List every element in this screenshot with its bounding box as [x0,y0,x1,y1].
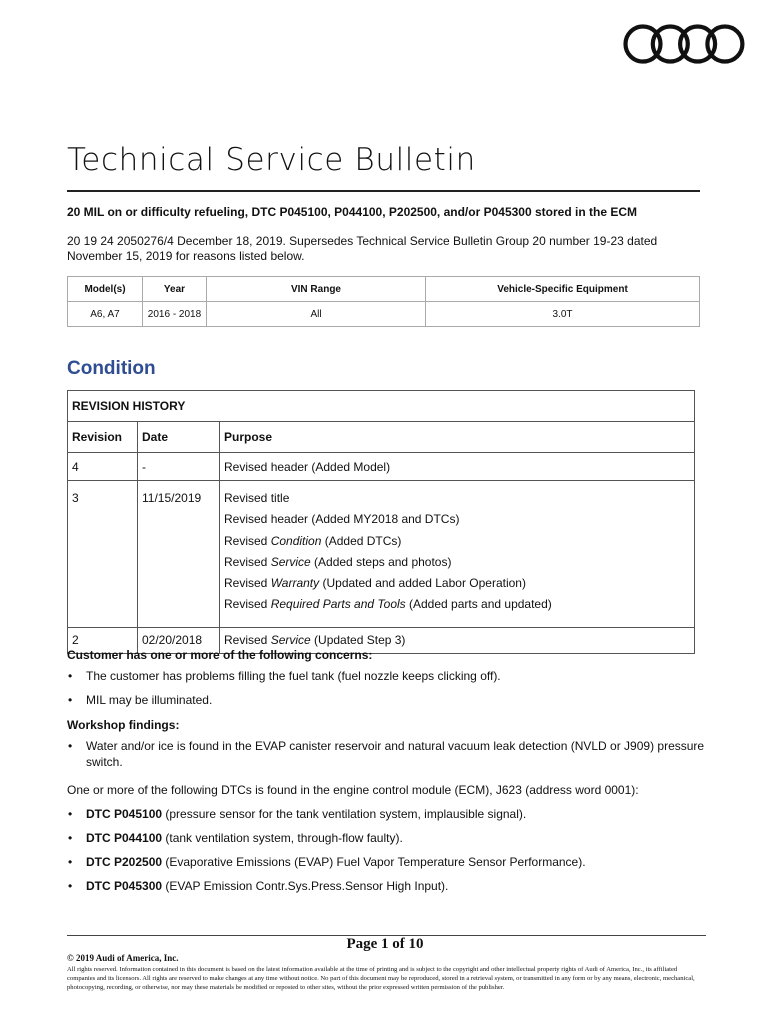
title-divider [67,190,700,192]
audi-rings-icon [622,22,746,66]
models-header-vin: VIN Range [207,277,426,302]
purpose-line: Revised Service (Added steps and photos) [224,554,452,569]
condition-heading: Condition [67,358,156,379]
bullet-icon: • [68,879,73,893]
bullet-icon: • [68,669,73,683]
concern-item: • MIL may be illuminated. [68,693,213,707]
models-header-year: Year [143,277,207,302]
bulletin-reference: 20 19 24 2050276/4 December 18, 2019. Supersedes Technical Service Bulletin Group 20 number 19-23 dated November 15, 2019 for reasons listed below. [67,234,658,263]
bullet-icon: • [68,693,73,707]
page-number: Page 1 of 10 [346,936,424,952]
bullet-icon: • [68,739,73,753]
findings-heading: Workshop findings: [67,718,180,732]
legal-notice: All rights reserved. Information contained in this document is based on the latest information available at the time of printing and is subject to the copyright and other intellectual property rights of Audi of America, Inc., its affiliated companies and its licensors. All rights are reserved to make changes at any time without notice. No part of this document may be reproduced, stored in a retrieval system, or transmitted in any form or by any means, electronic, mechanical, photocopying, recording, or otherwise, nor may these materials be modified or reposted to other sites, without the prior expressed written permission of the publisher. [67,966,695,991]
revision-purpose: Revised Service (Updated Step 3) [220,627,695,653]
revision-date: - [138,453,220,481]
revision-date: 11/15/2019 [138,481,220,628]
copyright: © 2019 Audi of America, Inc. [67,953,179,963]
purpose-line: Revised Required Parts and Tools (Added parts and updated) [224,597,552,612]
purpose-line: Revised Warranty (Updated and added Labor Operation) [224,576,526,591]
dtc-item: • DTC P045300 (EVAP Emission Contr.Sys.Press.Sensor High Input). [68,879,449,893]
revision-date: 02/20/2018 [138,627,220,653]
date-header: Date [138,422,220,453]
purpose-line: Revised title [224,491,290,505]
dtc-intro: One or more of the following DTCs is found in the engine control module (ECM), J623 (address word 0001): [67,783,639,797]
dtc-item: • DTC P045100 (pressure sensor for the tank ventilation system, implausible signal). [68,807,527,821]
models-table [67,276,700,327]
bullet-icon: • [68,855,73,869]
dtc-item: • DTC P202500 (Evaporative Emissions (EVAP) Fuel Vapor Temperature Sensor Performance). [68,855,586,869]
condition-body [67,646,707,902]
models-cell-year: 2016 - 2018 [143,302,207,327]
revision-number: 4 [68,453,138,481]
purpose-line: Revised Condition (Added DTCs) [224,533,402,548]
revision-header: Revision [68,422,138,453]
dtc-item: • DTC P044100 (tank ventilation system, through-flow faulty). [68,831,403,845]
revision-history-table [67,390,695,654]
bulletin-subject: 20 MIL on or difficulty refueling, DTC P045100, P044100, P202500, and/or P045300 stored in the ECM [67,205,637,219]
models-header-model: Model(s) [68,277,143,302]
concern-item: • The customer has problems filling the fuel tank (fuel nozzle keeps clicking off). [68,669,501,683]
finding-item: • Water and/or ice is found in the EVAP canister reservoir and natural vacuum leak detection (NVLD or J909) pressure switch. [68,739,705,769]
models-cell-model: A6, A7 [68,302,143,327]
revision-number: 3 [68,481,138,628]
document-title: Technical Service Bulletin [67,142,476,178]
revision-purpose-list [220,481,695,628]
revision-history-title: REVISION HISTORY [68,391,695,422]
models-cell-equipment: 3.0T [426,302,700,327]
bullet-icon: • [68,807,73,821]
models-header-equipment: Vehicle-Specific Equipment [426,277,700,302]
revision-number: 2 [68,627,138,653]
concerns-heading: Customer has one or more of the following concerns: [67,648,373,662]
models-cell-vin: All [207,302,426,327]
bullet-icon: • [68,831,73,845]
purpose-line: Revised header (Added MY2018 and DTCs) [224,512,460,527]
revision-purpose: Revised header (Added Model) [220,453,695,481]
purpose-header: Purpose [220,422,695,453]
